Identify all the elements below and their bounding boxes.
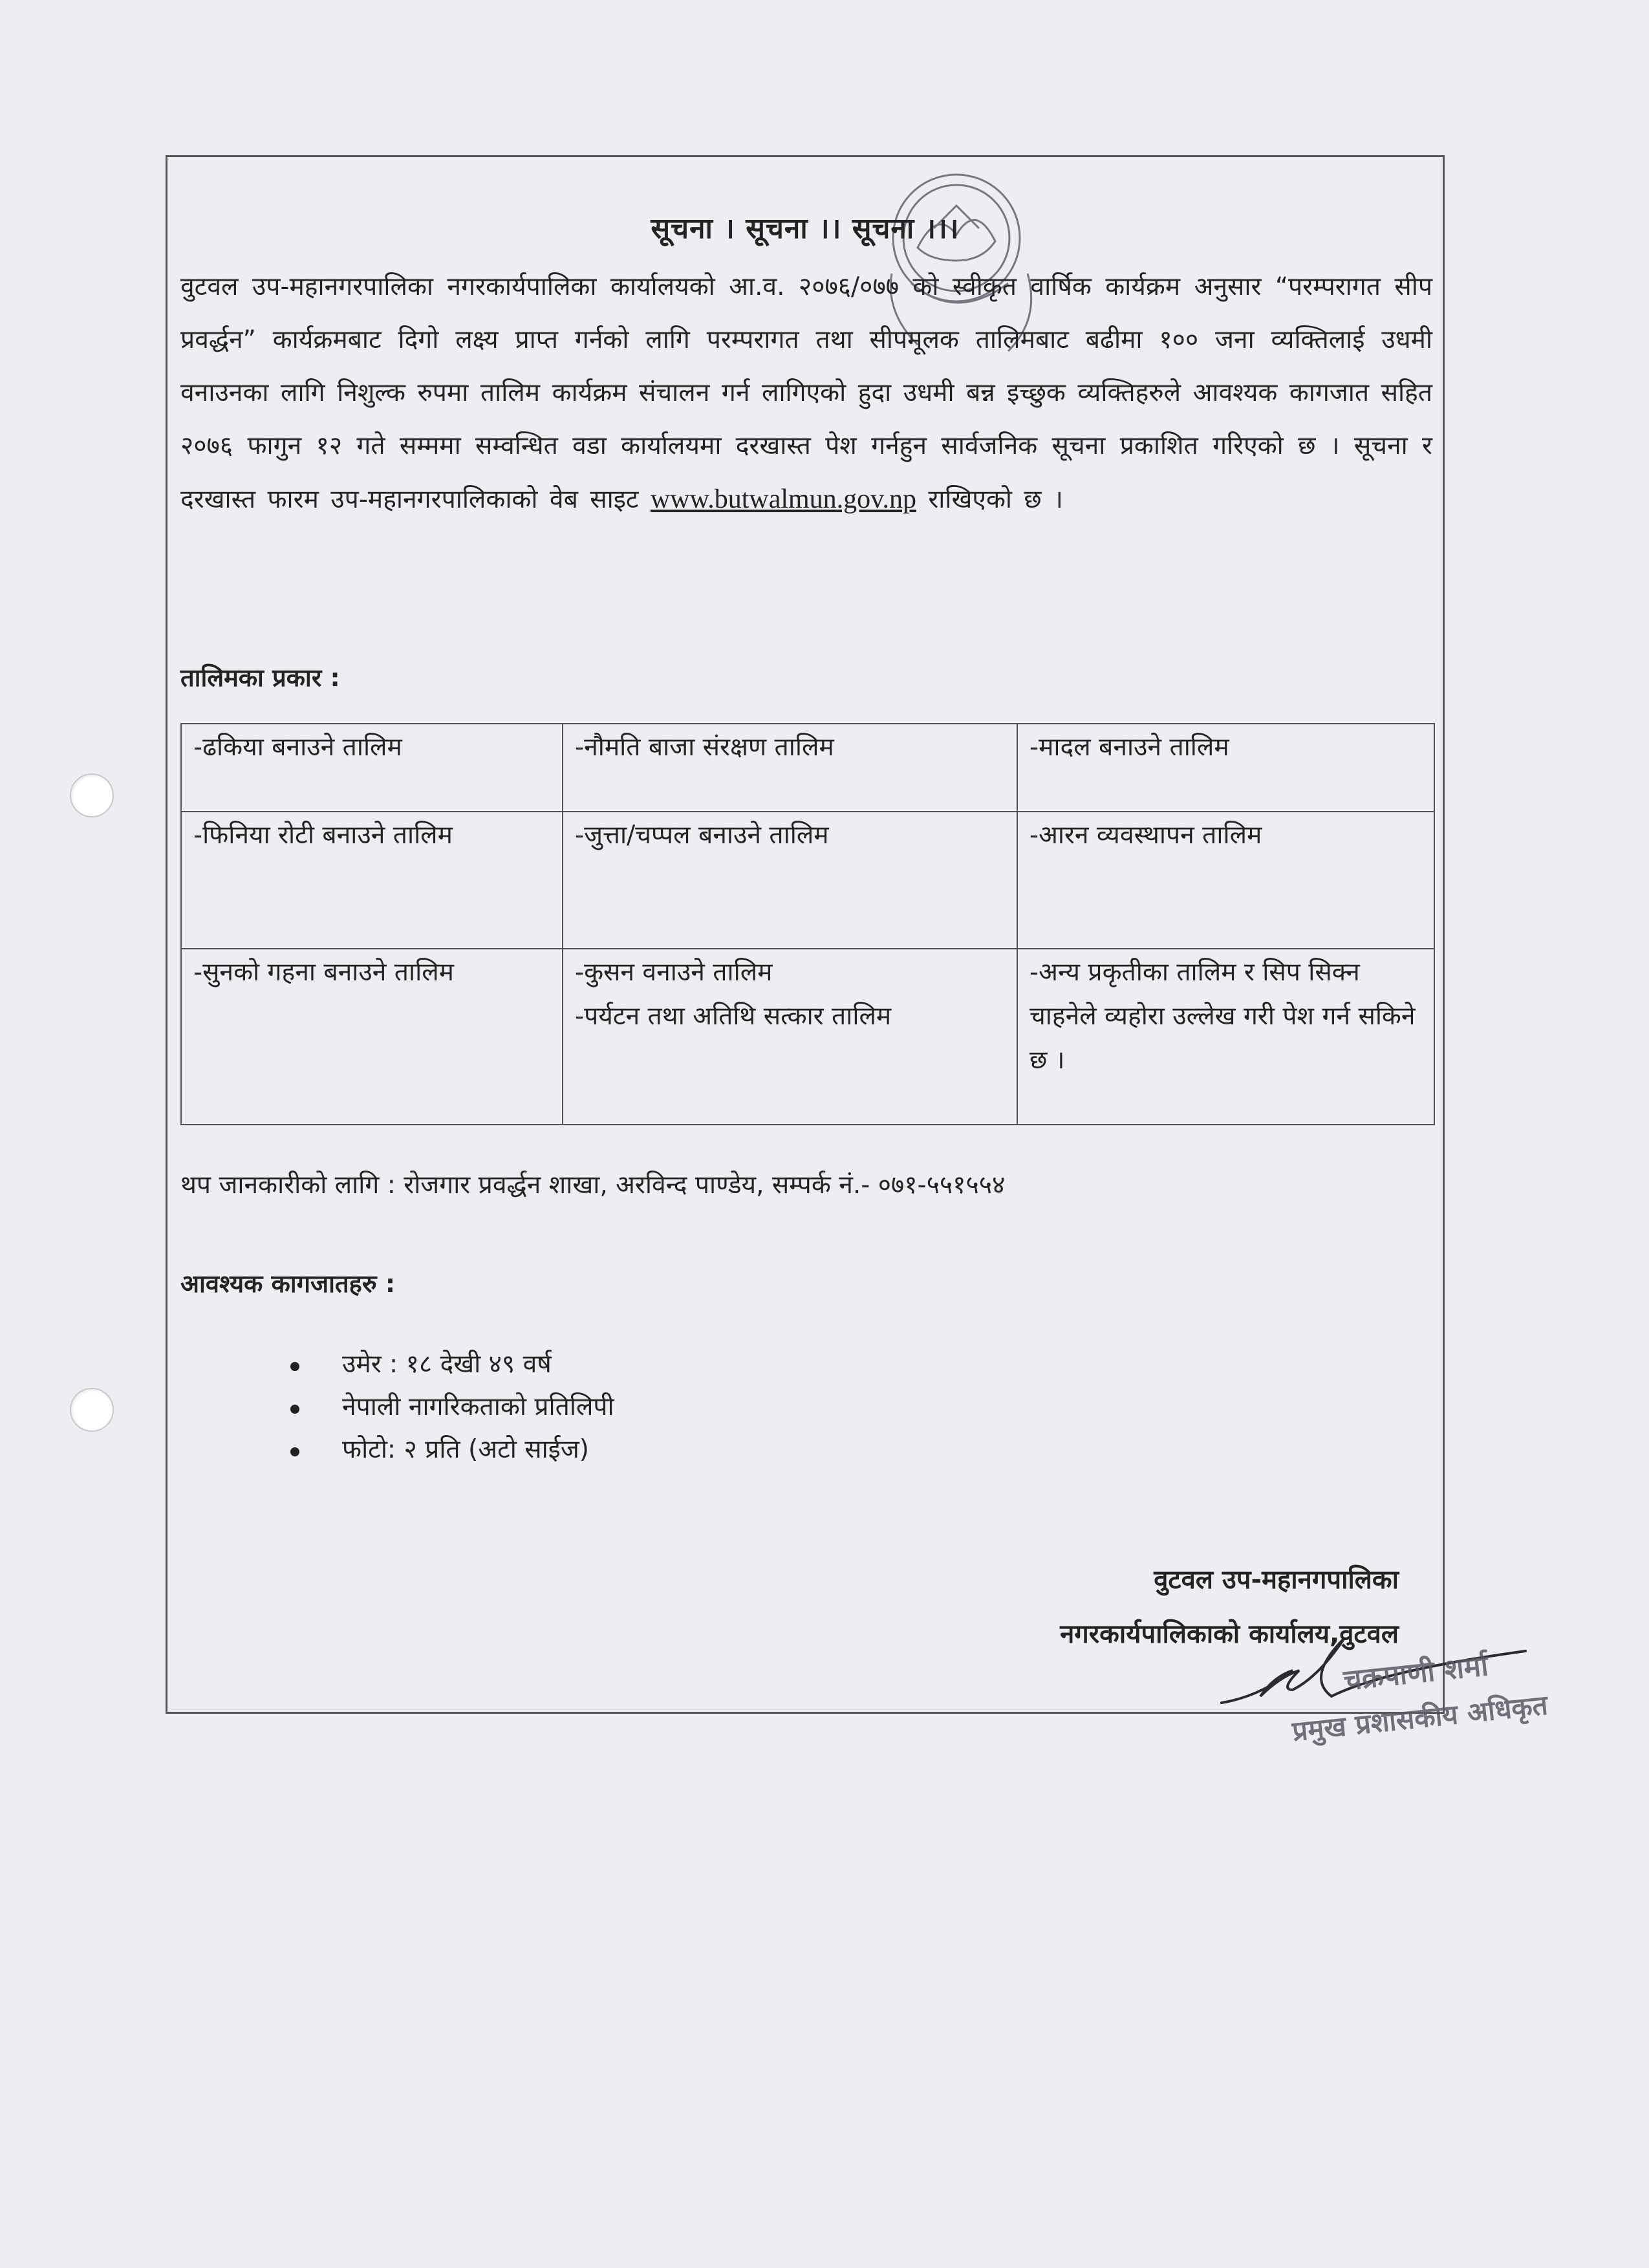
table-cell: -नौमति बाजा संरक्षण तालिम — [563, 724, 1017, 812]
table-cell: -जुत्ता/चप्पल बनाउने तालिम — [563, 812, 1017, 949]
notice-paragraph-end: राखिएको छ । — [928, 485, 1063, 514]
website-link[interactable]: www.butwalmun.gov.np — [650, 484, 916, 514]
signatory-office-line1: वुटवल उप-महानगपालिका — [1154, 1565, 1399, 1595]
table-cell: -अन्य प्रकृतीका तालिम र सिप सिक्न चाहनेले व्यहोरा उल्लेख गरी पेश गर्न सकिने छ । — [1017, 949, 1434, 1125]
table-cell: -कुसन वनाउने तालिम -पर्यटन तथा अतिथि सत्कार तालिम — [563, 949, 1017, 1125]
list-item: नेपाली नागरिकताको प्रतिलिपी — [290, 1386, 614, 1429]
training-table — [180, 723, 1435, 1125]
contact-info: थप जानकारीको लागि : रोजगार प्रवर्द्धन शाखा, अरविन्द पाण्डेय, सम्पर्क नं.- ०७१-५५१५५४ — [180, 1171, 1006, 1200]
notice-heading: सूचना । सूचना ।। सूचना ।।। — [651, 212, 960, 245]
table-cell: -मादल बनाउने तालिम — [1017, 724, 1434, 812]
signatory-office-line2: नगरकार्यपालिकाको कार्यालय,वुटवल — [1060, 1619, 1399, 1649]
signatory-block — [1060, 1553, 1399, 1661]
table-cell: -सुनको गहना बनाउने तालिम — [181, 949, 563, 1125]
training-types-title: तालिमका प्रकार : — [180, 664, 340, 692]
stamp-title: प्रमुख प्रशासकीय अधिकृत — [1290, 1689, 1549, 1747]
table-row — [181, 724, 1434, 812]
list-item: उमेर : १८ देखी ४९ वर्ष — [290, 1343, 614, 1386]
punch-hole-top — [70, 773, 114, 817]
required-documents-list — [290, 1343, 614, 1471]
table-row — [181, 812, 1434, 949]
punch-hole-bottom — [70, 1388, 114, 1432]
notice-paragraph: वुटवल उप-महानगरपालिका नगरकार्यपालिका कार्यालयको आ.व. २०७६/०७७ को स्वीकृत वार्षिक कार्यक्रम अनुसार “परम्परागत सीप प्रवर्द्धन” कार्यक्रमबाट दिगो लक्ष्य प्राप्त गर्नको लागि परम्परागत तथा सीपमूलक तालिमबाट बढीमा १०० जना व्यक्तिलाई उधमी वनाउनका लागि निशुल्क रुपमा तालिम कार्यक्रम संचालन गर्न लागिएको हुदा उधमी बन्न इच्छुक व्यक्तिहरुले आवश्यक कागजात सहित २०७६ फागुन १२ गते सम्ममा सम्वन्धित वडा कार्यालयमा दरखास्त पेश गर्नहुन सार्वजनिक सूचना प्रकाशित गरिएको छ । सूचना र दरखास्त फारम उप-महानगरपालिकाको वेब साइट — [180, 272, 1432, 514]
table-cell: -आरन व्यवस्थापन तालिम — [1017, 812, 1434, 949]
notice-frame — [166, 155, 1549, 1747]
required-documents-title: आवश्यक कागजातहरु : — [180, 1269, 396, 1298]
table-cell: -ढकिया बनाउने तालिम — [181, 724, 563, 812]
table-cell: -फिनिया रोटी बनाउने तालिम — [181, 812, 563, 949]
notice-body — [180, 261, 1432, 526]
table-row — [181, 949, 1434, 1125]
list-item: फोटो: २ प्रति (अटो साईज) — [290, 1429, 614, 1471]
stamp-name: चक्रपाणी शर्मा — [1342, 1649, 1490, 1698]
